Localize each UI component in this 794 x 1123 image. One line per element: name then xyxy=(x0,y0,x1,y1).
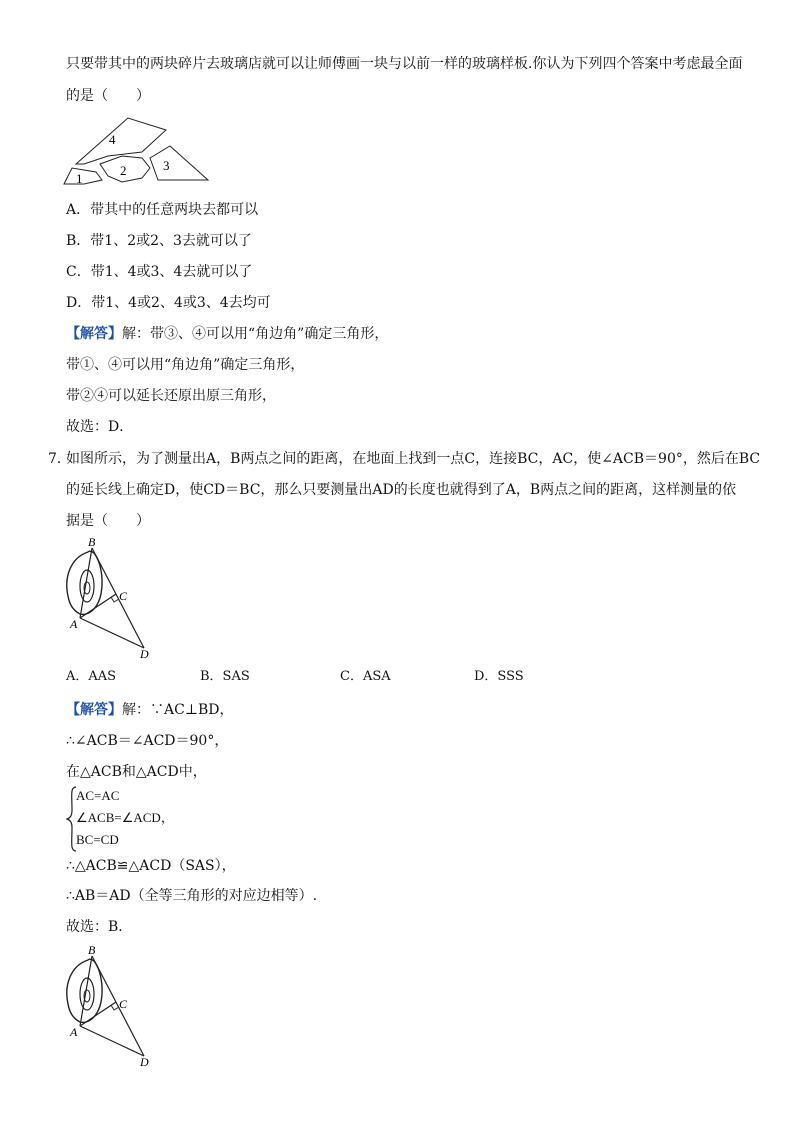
label-c: C xyxy=(119,589,128,603)
segment-ba xyxy=(80,548,92,618)
label-a: A xyxy=(70,617,78,631)
segment-ac xyxy=(80,594,116,618)
system-line1: AC=AC xyxy=(76,788,120,803)
label-b: B xyxy=(88,944,96,957)
q7-stem-line2: 的延长线上确定D，使CD＝BC，那么只要测量出AD的长度也就得到了A，B两点之间的距离，这样测量的依 xyxy=(66,482,737,498)
q6-option-d: D．带1、4或2、4或3、4去均可 xyxy=(66,295,271,311)
segment-ac xyxy=(80,1002,116,1026)
pond-figure-question xyxy=(60,536,160,662)
system-line2: ∠ACB=∠ACD， xyxy=(76,810,174,825)
label-b: B xyxy=(88,536,96,549)
q7-answer-line3: 在△ACB和△ACD中， xyxy=(66,764,207,780)
q6-stem-line1: 只要带其中的两块碎片去玻璃店就可以让师傅画一块与以前一样的玻璃样板.你认为下列四个答案中考虑最全面 xyxy=(66,56,743,72)
q7-option-c: C．ASA xyxy=(340,669,391,684)
segment-ad xyxy=(80,618,144,648)
label-c: C xyxy=(119,997,128,1011)
q7-option-d: D．SSS xyxy=(474,669,524,684)
q7-conclusion-line2: ∴AB＝AD（全等三角形的对应边相等）. xyxy=(66,888,318,904)
q6-answer-tag: 【解答】 xyxy=(66,326,122,342)
q6-answer-line1 xyxy=(66,324,388,344)
q6-answer-line3: 带②④可以延长还原出原三角形， xyxy=(66,388,276,404)
q6-answer-text1: 解：带③、④可以用“角边角”确定三角形， xyxy=(122,326,389,342)
q6-answer-line2: 带①、④可以用“角边角”确定三角形， xyxy=(66,357,305,373)
glass-fragments-figure xyxy=(62,114,212,188)
fragment-label-4: 4 xyxy=(109,132,116,147)
q7-answer-text1: 解：∵AC⊥BD， xyxy=(122,702,234,718)
q7-stem-line3: 据是（ ） xyxy=(66,513,150,529)
q7-answer-tag: 【解答】 xyxy=(66,702,122,718)
q7-option-b: B．SAS xyxy=(200,669,250,684)
q6-answer-line4: 故选：D． xyxy=(66,419,134,435)
q7-number: 7． xyxy=(48,451,71,467)
fragment-4 xyxy=(76,118,166,164)
q7-conclusion-line3: 故选：B． xyxy=(66,919,133,935)
q7-answer-line2: ∴∠ACB＝∠ACD＝90°， xyxy=(66,733,229,749)
pond-outline xyxy=(67,959,102,1022)
segment-ad xyxy=(80,1026,144,1056)
segment-ba xyxy=(80,956,92,1026)
pond-figure-answer xyxy=(60,944,160,1070)
system-line3: BC=CD xyxy=(76,832,119,847)
label-a: A xyxy=(70,1025,78,1039)
q7-answer-line1 xyxy=(66,700,234,720)
fragment-label-2: 2 xyxy=(120,163,127,178)
q6-option-b: B．带1、2或2、3去就可以了 xyxy=(66,233,252,249)
q7-option-a: A．AAS xyxy=(66,669,117,684)
q7-conclusion-line1: ∴△ACB≌△ACD（SAS）， xyxy=(66,858,236,874)
fragment-label-1: 1 xyxy=(76,171,83,186)
fragment-label-3: 3 xyxy=(163,158,170,173)
fragment-1 xyxy=(64,168,102,184)
pond-outline xyxy=(67,551,102,614)
fragment-3 xyxy=(150,146,208,180)
q7-stem-line1: 如图所示，为了测量出A，B两点之间的距离，在地面上找到一点C，连接BC，AC，使∠ACB＝90°，然后在BC xyxy=(66,451,761,467)
label-d: D xyxy=(140,647,149,661)
q6-option-a: A．带其中的任意两块去都可以 xyxy=(66,202,259,218)
label-d: D xyxy=(140,1055,149,1069)
q6-option-c: C．带1、4或3、4去就可以了 xyxy=(66,264,253,280)
q6-stem-line2: 的是（ ） xyxy=(66,88,150,104)
